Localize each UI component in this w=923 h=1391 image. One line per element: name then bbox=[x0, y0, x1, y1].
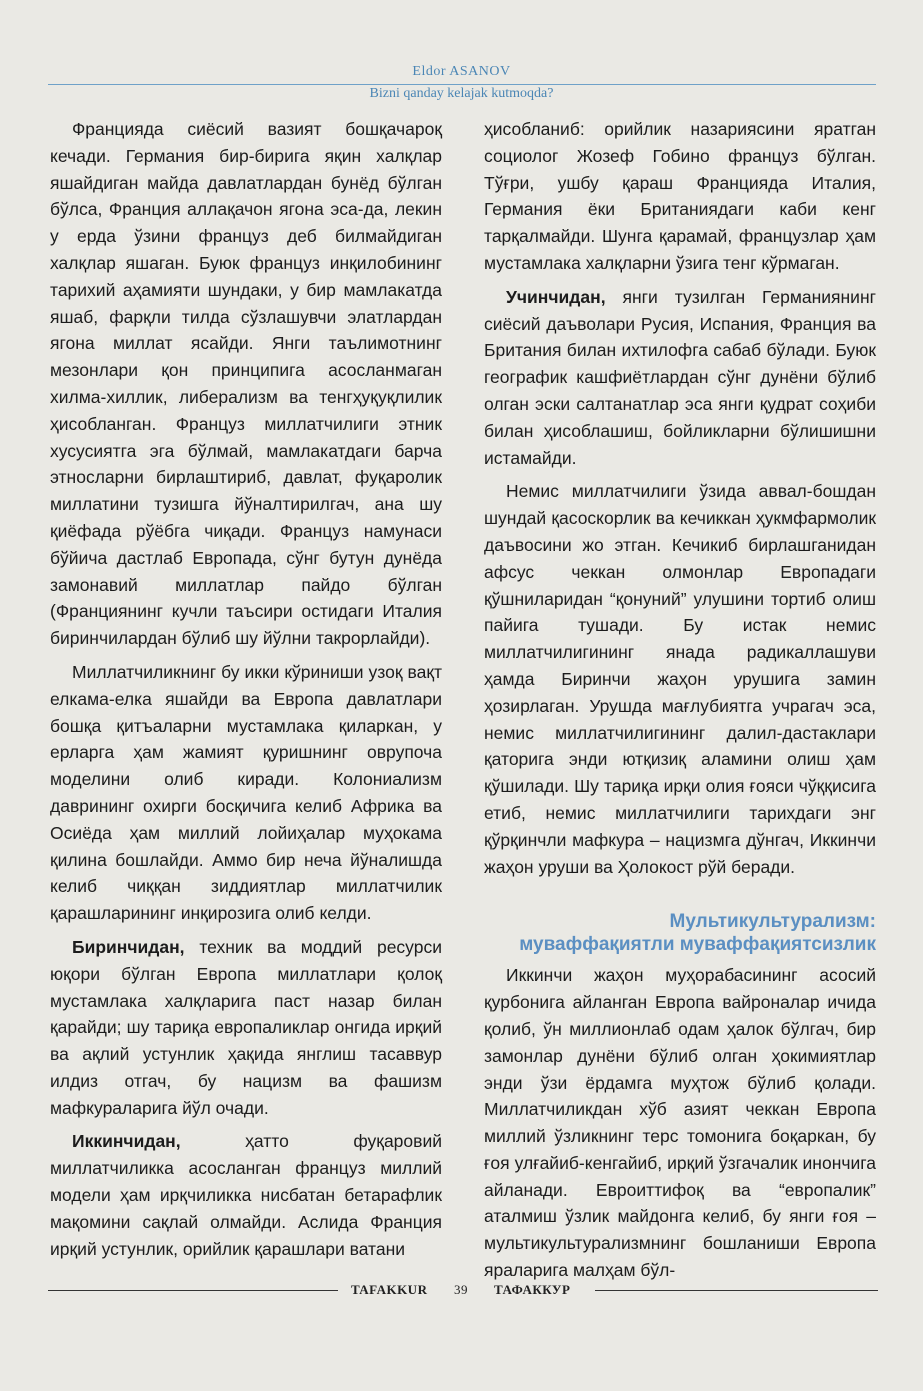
paragraph-text: техник ва моддий ресурси юқори бўлган Европа миллатлари қолоқ мустамлака халқларига паст назар билан қарайди; шу тариқа европаликлар онгида ирқий ва ақлий устунлик ҳақида янглиш тасаввур илдиз отгач, бу нацизм ва фашизм мафкураларига йўл очади. bbox=[50, 936, 442, 1118]
paragraph-text: янги тузилган Германиянинг сиёсий даъволари Русия, Испания, Франция ва Британия билан ихтилофга сабаб бўлади. Буюк географик кашфиётлардан сўнг дунёни бўлиб олган эски салтанатлар эса янги қудрат соҳиби билан ҳисоблашиш, бойликларни бўлишишни истамайди. bbox=[484, 286, 876, 468]
paragraph bbox=[50, 1128, 442, 1262]
paragraph-lead: Биринчидан, bbox=[72, 936, 185, 957]
left-column bbox=[50, 116, 442, 1262]
paragraph-lead: Учинчидан, bbox=[506, 286, 606, 307]
paragraph: Иккинчи жаҳон муҳорабасининг асосий қурбонига айланган Европа вайроналар ичида қолиб, ўн миллионлаб одам ҳалок бўлгач, бир замонлар дунёни бўлиб олган ҳокимиятлар энди ўзи ёрдамга муҳтож бўлиб қолади. Миллатчиликдан хўб азият чеккан Европа миллий ўзликнинг терс томонига боқаркан, бу ғоя улғайиб-кенгайиб, ирқий ўзгачалик инончига айланади. Евроиттифоқ ва “европалик” аталмиш ўзлик майдонга келиб, бу янги ғоя – мультикультурализмнинг бошланиши Европа яраларига малҳам бўл- bbox=[484, 965, 876, 1281]
paragraph bbox=[484, 284, 876, 472]
paragraph bbox=[50, 934, 442, 1122]
running-header-title: Bizni qanday kelajak kutmoqda? bbox=[369, 86, 554, 101]
paragraph: Немис миллатчилиги ўзида аввал-бошдан шундай қасоскорлик ва кечиккан ҳукмфармолик даъвосини жо этган. Кечикиб бирлашганидан афсус чеккан олмонлар Европадаги қўшниларидан “қонуний” улушини тортиб олиш пайига тушади. Бу истак немис миллатчилигининг янада радикаллашуви ҳамда Биринчи жаҳон урушига замин ҳозирлаган. Урушда мағлубиятга учрагач эса, немис миллатчилигининг далил-дастаклари қаторига энди ютқизиқ аламини олиш ҳам қўшилади. Шу тариқа ирқи олия ғояси чўққисига етиб, немис миллатчилиги тарихдаги энг қўрқинчли мафкура – нацизмга дўнгач, Иккинчи жаҳон уруши ва Ҳолокост рўй беради. bbox=[484, 481, 876, 877]
paragraph: Францияда сиёсий вазият бошқачароқ кечади. Германия бир-бирига яқин халқлар яшайдиган майда давлатлардан бунёд бўлган бўлса, Франция аллақачон ягона эса-да, лекин у ерда ўзини француз деб билмайдиган халқлар яшаган. Буюк француз инқилобининг тарихий аҳамияти шундаки, у бир мамлакатда яшаб, фарқли тилда сўзлашувчи элатлардан ягона миллат ясайди. Янги таълимотнинг мезонлари қон принципига асосланмаган хилма-хиллик, либерализм ва тенгҳуқуқлилик ҳисобланган. Француз миллатчилиги этник хусусиятга эга бўлмай, мамлакатдаги барча этносларни бирлаштириб, давлат, фуқаролик миллатини тузишга йўналтирилгач, ана шу қиёфада рўёбга чиқади. Француз намунаси бўйича дастлаб Европада, сўнг бутун дунёда замонавий миллатлар пайдо бўлган (Франциянинг кучли таъсири остидаги Италия биринчилардан бўлиб шу йўлни такрорлайди). bbox=[50, 119, 442, 649]
paragraph-lead: Иккинчидан, bbox=[72, 1131, 181, 1152]
footer-magazine-latin: TAFAKKUR bbox=[351, 1282, 428, 1297]
right-column bbox=[484, 116, 876, 1284]
paragraph-text: ҳатто фуқаровий миллатчиликка асосланган француз миллий модели ҳам ирқчиликка нисбатан бетарафлик мақомини сақлай олмайди. Аслида Франция ирқий устунлик, орийлик қарашлари ватани bbox=[50, 1131, 442, 1259]
header-rule bbox=[48, 84, 876, 85]
section-heading-line2: муваффақиятли муваффақиятсизлик bbox=[519, 934, 876, 956]
footer-rule-left bbox=[48, 1290, 338, 1291]
page-number: 39 bbox=[454, 1282, 468, 1297]
footer-rule-right bbox=[595, 1290, 878, 1291]
section-heading-line1: Мультикультурализм: bbox=[669, 911, 876, 933]
running-header-author: Eldor ASANOV bbox=[412, 64, 511, 79]
paragraph-continued: ҳисобланиб: орийлик назариясини яратган социолог Жозеф Гобино француз бўлган. Тўғри, ушбу қараш Францияда Италия, Германия ёки Британиядаги каби кенг тарқалмайди. Шунга қарамай, французлар ҳам мустамлака халқларни ўзига тенг кўрмаган. bbox=[484, 119, 876, 273]
section-heading bbox=[484, 910, 876, 956]
footer-magazine-cyrillic: ТАФАККУР bbox=[494, 1282, 571, 1297]
paragraph: Миллатчиликнинг бу икки кўриниши узоқ вақт елкама-елка яшайди ва Европа давлатлари бошқа қитъаларни мустамлака қиларкан, у ерларга ҳам жамият қуришнинг оврупоча моделини олиб киради. Колониализм даврининг охирги босқичига келиб Африка ва Осиёда ҳам миллий лойиҳалар муҳокама қилина бошлайди. Аммо бир неча йўналишда келиб чиққан зиддиятлар миллатчилик қарашларининг инқирозига олиб келди. bbox=[50, 661, 442, 924]
